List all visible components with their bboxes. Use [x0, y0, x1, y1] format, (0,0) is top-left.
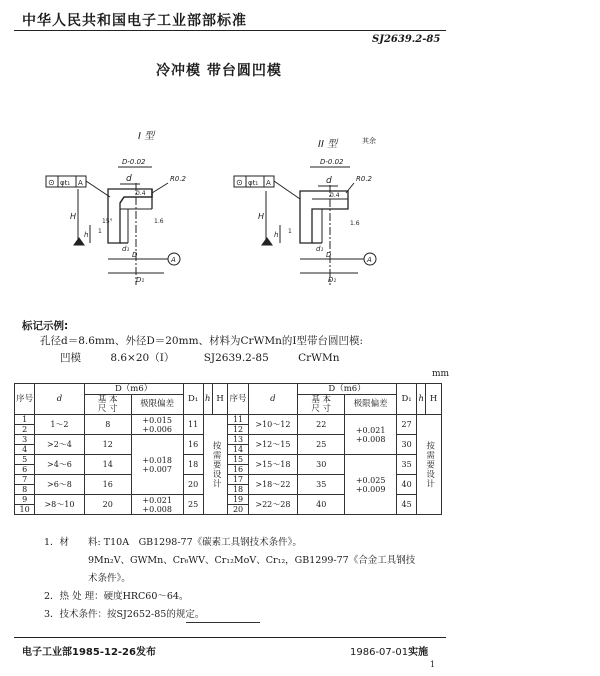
unit-label: mm — [432, 369, 450, 379]
type1-datum-label: A — [171, 256, 176, 264]
row-no: 14 — [228, 445, 248, 455]
page-number: 1 — [430, 660, 436, 669]
type2-h1-label: 1 — [288, 228, 292, 235]
row-no: 8 — [15, 485, 35, 495]
cell-D: 20 — [84, 495, 131, 515]
dev-lower: +0.006 — [142, 424, 172, 434]
h-design-note-right: 按需要设计 — [417, 415, 442, 515]
row-no: 17 — [228, 475, 248, 485]
type1-ra-top: 0.4 — [136, 190, 146, 197]
type2-label: II 型 — [318, 139, 338, 150]
type1-ra-side: 1.6 — [154, 218, 164, 225]
type1-h1-label: 1 — [98, 228, 102, 235]
cell-D: 8 — [84, 415, 131, 435]
type2-ra-top: 0.4 — [330, 192, 340, 199]
dimension-table — [14, 383, 442, 515]
type2-D-label: D — [326, 251, 332, 259]
dev-lower: +0.008 — [142, 504, 172, 514]
type2-frame-tol: φt₁ — [248, 179, 259, 187]
type2-other-label: 其余 — [362, 137, 376, 145]
issuing-authority: 中华人民共和国电子工业部部标准 — [22, 13, 247, 29]
cell-D: 12 — [84, 435, 131, 455]
th-basic-left: 基 本 尺 寸 — [84, 395, 131, 415]
cell-D: 14 — [84, 455, 131, 475]
dev-upper: +0.025 — [355, 475, 386, 485]
technical-notes — [44, 534, 415, 624]
note-material-c: 术条件》。 — [88, 573, 131, 584]
type1-d-label: d — [126, 174, 132, 184]
row-no: 10 — [15, 505, 35, 515]
type1-d1-label: d₁ — [122, 245, 130, 253]
cell-dev — [345, 455, 397, 515]
row-no: 18 — [228, 485, 248, 495]
type2-datum-label: A — [367, 256, 372, 264]
th-dev-left: 极限偏差 — [131, 395, 183, 415]
th-d-left: d — [35, 384, 84, 415]
th-h-right: h — [417, 384, 426, 415]
row-no: 19 — [228, 495, 248, 505]
dev-lower: +0.007 — [142, 464, 172, 474]
row-no: 1 — [15, 415, 35, 425]
th-h-left: h — [203, 384, 212, 415]
cell-dev — [131, 415, 183, 435]
type2-frame-symbol: ⊙ — [236, 178, 243, 187]
type1-radius: R0.2 — [170, 175, 186, 183]
effective-date-word: 实施 — [408, 647, 429, 658]
th-H-left: H — [212, 384, 228, 415]
cell-D1: 20 — [183, 475, 203, 495]
type2-radius: R0.2 — [356, 175, 372, 183]
type1-label: I 型 — [138, 131, 155, 142]
row-no: 15 — [228, 455, 248, 465]
row-no: 11 — [228, 415, 248, 425]
end-rule — [186, 622, 260, 623]
cell-d: >12～15 — [248, 435, 297, 455]
th-no-left: 序号 — [15, 384, 35, 415]
cell-d: >4～6 — [35, 455, 84, 475]
note-heat-treatment: 2．热 处 理：硬度HRC60～64。 — [44, 591, 189, 602]
type1-D-label: D — [132, 251, 138, 259]
row-no: 7 — [15, 475, 35, 485]
th-no-right: 序号 — [228, 384, 248, 415]
row-no: 5 — [15, 455, 35, 465]
type1-D1-label: D₁ — [136, 276, 145, 284]
note-material-label: 1．材 料: — [44, 537, 101, 548]
type1-tol: D-0.02 — [122, 158, 146, 166]
type1-frame-symbol: ⊙ — [48, 178, 55, 187]
effective-date-value: 1986-07-01 — [350, 647, 409, 658]
standard-number: SJ2639.2-85 — [372, 34, 441, 45]
row-no: 13 — [228, 435, 248, 445]
th-d-right: d — [248, 384, 297, 415]
th-D1-left: D₁ — [183, 384, 203, 415]
drawing-type-1 — [40, 125, 210, 295]
cell-D: 16 — [84, 475, 131, 495]
dev-upper: +0.021 — [355, 425, 386, 435]
dev-upper: +0.021 — [142, 495, 172, 505]
dev-lower: +0.008 — [355, 434, 386, 444]
cell-D1: 35 — [396, 455, 416, 475]
h-design-note-left: 按需要设计 — [203, 415, 228, 515]
type2-H-label: H — [258, 212, 265, 221]
cell-dev — [345, 415, 397, 455]
cell-D1: 40 — [396, 475, 416, 495]
type1-h-label: h — [84, 231, 89, 239]
cell-D: 40 — [298, 495, 345, 515]
dev-upper: +0.015 — [142, 415, 172, 425]
row-no: 9 — [15, 495, 35, 505]
cell-D1: 45 — [396, 495, 416, 515]
cell-D1: 16 — [183, 435, 203, 455]
cell-d: >18～22 — [248, 475, 297, 495]
cell-D: 30 — [298, 455, 345, 475]
cell-D: 35 — [298, 475, 345, 495]
row-no: 6 — [15, 465, 35, 475]
row-no: 2 — [15, 425, 35, 435]
example-line-2 — [60, 350, 361, 365]
cell-D: 25 — [298, 435, 345, 455]
cell-dev — [131, 435, 183, 495]
row-no: 3 — [15, 435, 35, 445]
th-D1-right: D₁ — [396, 384, 416, 415]
type1-angle: 15° — [102, 218, 113, 225]
row-no: 20 — [228, 505, 248, 515]
th-Dmo-left: D（m6） — [84, 384, 183, 395]
note-tech-conditions: 3．技术条件：按SJ2652-85的规定。 — [44, 609, 205, 620]
cell-d: 1～2 — [35, 415, 84, 435]
cell-D: 22 — [298, 415, 345, 435]
drawing-type-2 — [230, 125, 390, 295]
type2-tol: D-0.02 — [320, 158, 344, 166]
th-dev-right: 极限偏差 — [345, 395, 397, 415]
cell-D1: 18 — [183, 455, 203, 475]
row-no: 12 — [228, 425, 248, 435]
type1-frame-datum: A — [78, 179, 83, 187]
cell-d: >22～28 — [248, 495, 297, 515]
type2-ra-side: 1.6 — [350, 220, 360, 227]
type2-frame-datum: A — [266, 179, 271, 187]
note-material-a: T10A GB1298-77《碳素工具钢技术条件》。 — [103, 537, 302, 548]
example-size: 8.6×20（Ⅰ） — [110, 352, 175, 364]
type1-frame-tol: φt₁ — [60, 179, 71, 187]
cell-d: >8～10 — [35, 495, 84, 515]
header-rule — [14, 30, 446, 31]
example-line-1: 孔径d＝8.6mm、外径D＝20mm、材料为CrWMn的Ⅰ型带台圆凹模: — [40, 335, 364, 347]
example-std: SJ2639.2-85 — [203, 352, 269, 364]
th-Dmo-right: D（m6） — [298, 384, 397, 395]
dev-lower: +0.009 — [355, 484, 386, 494]
cell-dev — [131, 495, 183, 515]
type2-d1-label: d₁ — [316, 245, 324, 253]
cell-D1: 27 — [396, 415, 416, 435]
type2-h-label: h — [274, 231, 279, 239]
page-title: 冷冲模 带台圆凹模 — [156, 63, 282, 79]
row-no: 4 — [15, 445, 35, 455]
cell-D1: 30 — [396, 435, 416, 455]
example-heading: 标记示例: — [22, 320, 69, 332]
type1-H-label: H — [70, 212, 77, 221]
note-material — [44, 534, 415, 552]
issue-date: 电子工业部1985-12-26发布 — [22, 647, 156, 658]
cell-d: >10～12 — [248, 415, 297, 435]
example-name: 凹模 — [60, 352, 81, 364]
th-H-right: H — [426, 384, 442, 415]
footer-rule — [14, 637, 446, 638]
cell-D1: 11 — [183, 415, 203, 435]
type2-d-label: d — [326, 176, 332, 186]
type2-D1-label: D₁ — [328, 276, 337, 284]
cell-D1: 25 — [183, 495, 203, 515]
th-basic-right: 基 本 尺 寸 — [298, 395, 345, 415]
dev-upper: +0.018 — [142, 455, 172, 465]
cell-d: >15～18 — [248, 455, 297, 475]
example-material: CrWMn — [298, 352, 340, 364]
cell-d: >6～8 — [35, 475, 84, 495]
row-no: 16 — [228, 465, 248, 475]
effective-date — [350, 643, 428, 658]
cell-d: >2～4 — [35, 435, 84, 455]
note-material-b: 9Mn₂V、GWMn、Cr₆WV、Cr₁₂MoV、Cr₁₂，GB1299-77《合金工具钢技 — [88, 555, 416, 566]
